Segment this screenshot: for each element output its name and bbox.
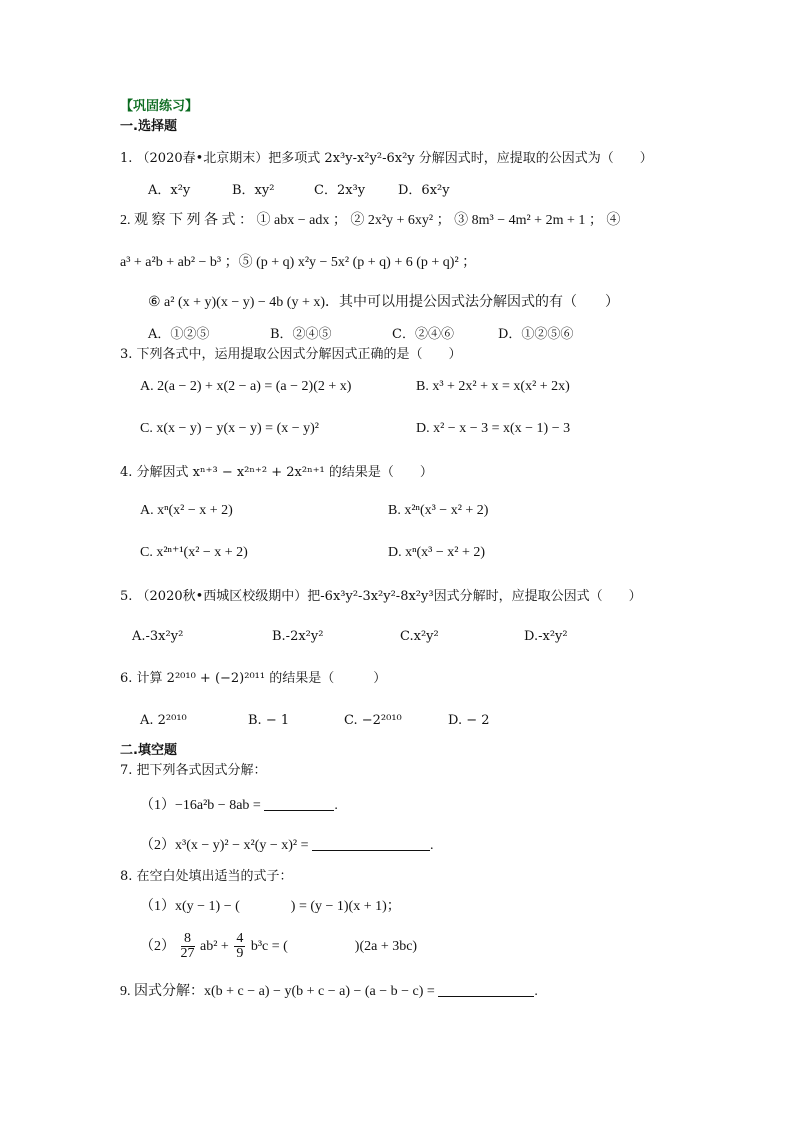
- q1-option-b: B．xy²: [232, 183, 275, 198]
- q9-answer-blank[interactable]: [438, 982, 534, 997]
- fraction-numerator: 8: [181, 932, 195, 947]
- q3-option-a: A. 2(a − 2) + x(2 − a) = (a − 2)(2 + x): [140, 379, 352, 394]
- section-choice-heading: 一.选择题: [120, 119, 177, 134]
- q6-option-a: A. 2²⁰¹⁰: [140, 713, 187, 728]
- q7-part1-answer-blank[interactable]: [264, 796, 334, 811]
- q3-option-b: B. x³ + 2x² + x = x(x² + 2x): [416, 379, 570, 394]
- q4-option-a: A. xⁿ(x² − x + 2): [140, 503, 233, 518]
- q5-option-a: A.-3x²y²: [132, 629, 184, 644]
- q5-option-b: B.-2x²y²: [272, 629, 324, 644]
- section-fill-heading: 二.填空题: [120, 743, 177, 758]
- q2-option-d: D．①②⑤⑥: [498, 327, 574, 342]
- q5-option-d: D.-x²y²: [524, 629, 568, 644]
- q5-stem: 5. （2020秋•西城区校级期中）把-6x³y²-3x²y²-8x²y³因式分解时，应提取公因式（ ）: [120, 589, 642, 604]
- q7-stem: 7. 把下列各式因式分解：: [120, 763, 267, 778]
- q6-option-c: C. −2²⁰¹⁰: [344, 713, 402, 728]
- q8-part2-text-mid: ab² +: [200, 939, 229, 954]
- q2-line1: 2. 观 察 下 列 各 式 ： ① abx − adx ； ② 2x²y + 6xy² ； ③ 8m³ − 4m² + 2m + 1 ； ④: [120, 213, 621, 228]
- q8-part2-text-c: )(2a + 3bc): [354, 939, 418, 954]
- q8-part1: [140, 898, 401, 916]
- q8-part1-text-a: （1）x(y − 1) − (: [140, 899, 240, 914]
- q2-line3: ⑥ a² (x + y)(x − y) − 4b (y + x)．其中可以用提公因式法分解因式的有（ ）: [148, 295, 620, 310]
- q9: [120, 982, 538, 1001]
- q1-option-d: D．6x²y: [398, 183, 450, 198]
- q6-stem: 6. 计算 2²⁰¹⁰ + (−2)²⁰¹¹ 的结果是（ ）: [120, 671, 387, 686]
- q9-stem: 9. 因式分解：x(b + c − a) − y(b + c − a) − (a − b − c) =: [120, 984, 435, 999]
- q2-option-c: C．②④⑥: [392, 327, 454, 342]
- q8-part1-text-b: ) = (y − 1)(x + 1)；: [290, 899, 401, 914]
- q4-option-c: C. x²ⁿ⁺¹(x² − x + 2): [140, 545, 248, 560]
- page-title: 【巩固练习】: [120, 99, 199, 114]
- fraction-8-27: [181, 932, 195, 961]
- q8-part2: [140, 932, 417, 962]
- q6-option-d: D. − 2: [448, 713, 490, 728]
- q2-option-a: A．①②⑤: [148, 327, 210, 342]
- q3-option-d: D. x² − x − 3 = x(x − 1) − 3: [416, 421, 571, 436]
- q2-line2: a³ + a²b + ab² − b³ ；⑤ (p + q) x²y − 5x² (p + q) + 6 (p + q)² ；: [120, 255, 477, 270]
- q1-stem: 1. （2020春•北京期末）把多项式 2x³y-x²y²-6x²y 分解因式时，应提取的公因式为（ ）: [120, 151, 653, 166]
- q7-part2: [140, 836, 434, 855]
- q8-stem: 8. 在空白处填出适当的式子：: [120, 869, 293, 884]
- fraction-denominator: 9: [236, 946, 244, 962]
- q7-part2-answer-blank[interactable]: [312, 836, 430, 851]
- q3-stem: 3. 下列各式中，运用提取公因式分解因式正确的是（ ）: [120, 347, 462, 362]
- q6-option-b: B. − 1: [248, 713, 290, 728]
- q8-part2-text-a: （2）: [140, 939, 175, 954]
- q4-option-d: D. xⁿ(x³ − x² + 2): [388, 545, 486, 560]
- q7-part2-text: （2）x³(x − y)² − x²(y − x)² =: [140, 838, 309, 853]
- q7-part1-text: （1）−16a²b − 8ab =: [140, 798, 261, 813]
- period: .: [430, 838, 434, 853]
- q4-stem: 4. 分解因式 xⁿ⁺³ − x²ⁿ⁺² + 2x²ⁿ⁺¹ 的结果是（ ）: [120, 465, 433, 480]
- q2-option-b: B．②④⑤: [270, 327, 332, 342]
- fraction-numerator: 4: [236, 931, 244, 947]
- q5-option-c: C.x²y²: [400, 629, 439, 644]
- q7-part1: [140, 796, 338, 815]
- q4-option-b: B. x²ⁿ(x³ − x² + 2): [388, 503, 489, 518]
- q1-option-a: A．x²y: [148, 183, 191, 198]
- q8-part2-text-b: b³c = (: [250, 939, 288, 954]
- period: .: [534, 984, 538, 999]
- q3-option-c: C. x(x − y) − y(x − y) = (x − y)²: [140, 421, 319, 436]
- fraction-denominator: 27: [180, 946, 195, 962]
- q1-option-c: C．2x³y: [314, 183, 366, 198]
- fraction-4-9: [234, 932, 245, 961]
- period: .: [334, 798, 338, 813]
